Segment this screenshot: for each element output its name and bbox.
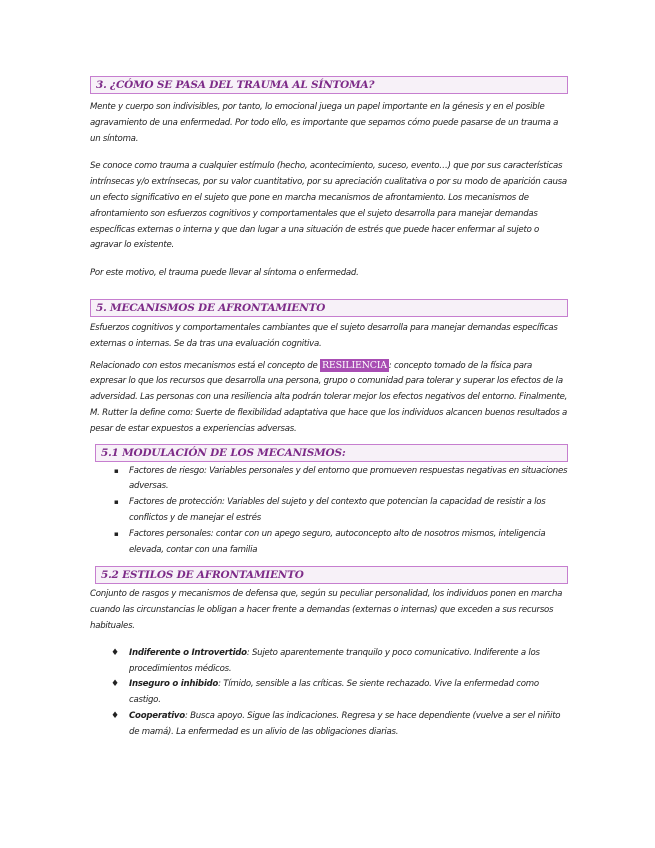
section-3-heading: 3. ¿CÓMO SE PASA DEL TRAUMA AL SÍNTOMA? xyxy=(90,76,568,94)
list-item: ▪ Factores de protección: Variables del sujeto y del contexto que potencian la capacidad de resistir a los conflictos y de manejar el estrés xyxy=(114,497,546,523)
section-5-1-heading: 5.1 MODULACIÓN DE LOS MECANISMOS: xyxy=(95,444,568,462)
resiliencia-definition-text: : concepto tomado de la física para expresar lo que los recursos que desarrolla una persona, grupo o comunidad para tolerar y superar los efectos de la adversidad. Las personas con una resiliencia alta podrán tolerar mejor los efectos negativos del entorno. Finalmente, M. Rutter la define como: Suerte de flexibilidad adaptativa que hace que los individuos alcancen buenos resultados a pesar de estar expuestos a experiencias adversas. xyxy=(90,360,568,434)
coping-style-term: Inseguro o inhibido xyxy=(129,679,219,690)
section-3-paragraph-1: Mente y cuerpo son indivisibles, por tanto, lo emocional juega un papel importante en la génesis y en el posible agravamiento de una enfermedad. Por todo ello, es importante que sepamos cómo puede pasarse de un trauma a un síntoma. xyxy=(90,102,559,144)
square-bullet-icon: ▪ xyxy=(114,498,119,507)
modulation-list xyxy=(90,464,568,559)
resiliencia-highlight: RESILIENCIA xyxy=(322,359,387,371)
coping-styles-list xyxy=(90,646,568,741)
section-5-2-heading: 5.2 ESTILOS DE AFRONTAMIENTO xyxy=(95,566,568,584)
diamond-bullet-icon: ♦ xyxy=(111,647,119,658)
coping-style-term: Cooperativo xyxy=(129,710,185,721)
section-5-paragraph-2 xyxy=(90,358,568,438)
square-bullet-icon: ▪ xyxy=(114,529,119,538)
page-content xyxy=(90,76,568,741)
section-3-paragraph-2: Se conoce como trauma a cualquier estímulo (hecho, acontecimiento, suceso, evento…) que por sus características intrínsecas y/o extrínsecas, por su valor cuantitativo, por su apreciación cualitativa o por su modo de aparición causa un efecto significativo en el sujeto que pone en marcha mecanismos de afrontamiento. Los mecanismos de afrontamiento son esfuerzos cognitivos y comportamentales que el sujeto desarrolla para manejar demandas específicas externas o interna y que dan lugar a una situación de estrés que puede hacer enfermar al sujeto o agravar lo existente. xyxy=(90,161,567,251)
section-3-paragraph-3: Por este motivo, el trauma puede llevar al síntoma o enfermedad. xyxy=(90,268,359,279)
diamond-bullet-icon: ♦ xyxy=(111,679,119,690)
coping-style-term: Indiferente o Introvertido xyxy=(129,647,247,658)
diamond-bullet-icon: ♦ xyxy=(111,710,119,721)
section-5-paragraph-1: Esfuerzos cognitivos y comportamentales cambiantes que el sujeto desarrolla para manejar demandas específicas externas o internas. Se da tras una evaluación cognitiva. xyxy=(90,322,558,349)
list-item: ♦ Indiferente o Introvertido: Sujeto aparentemente tranquilo y poco comunicativo. Indiferente a los procedimientos médicos. xyxy=(111,647,540,674)
resiliencia-intro-text: Relacionado con estos mecanismos está el concepto de xyxy=(90,360,321,371)
list-item: ▪ Factores de riesgo: Variables personales y del entorno que promueven respuestas negativas en situaciones adversas. xyxy=(114,465,568,492)
section-5-heading: 5. MECANISMOS DE AFRONTAMIENTO xyxy=(90,299,568,317)
square-bullet-icon: ▪ xyxy=(114,466,119,475)
list-item: ♦ Cooperativo: Busca apoyo. Sigue las indicaciones. Regresa y se hace dependiente (vuelve a ser el niñito de mamá). La enfermedad es un alivio de las obligaciones diarias. xyxy=(111,710,561,737)
list-item: ♦ Inseguro o inhibido: Tímido, sensible a las críticas. Se siente rechazado. Vive la enfermedad como castigo. xyxy=(111,679,539,706)
section-5-2-paragraph: Conjunto de rasgos y mecanismos de defensa que, según su peculiar personalidad, los individuos ponen en marcha cuando las circunstancias le obligan a hacer frente a demandas (externas o internas) que exceden a sus recursos habituales. xyxy=(90,589,563,631)
list-item: ▪ Factores personales: contar con un apego seguro, autoconcepto alto de nosotros mismos, inteligencia elevada, contar con una familia xyxy=(114,528,546,555)
